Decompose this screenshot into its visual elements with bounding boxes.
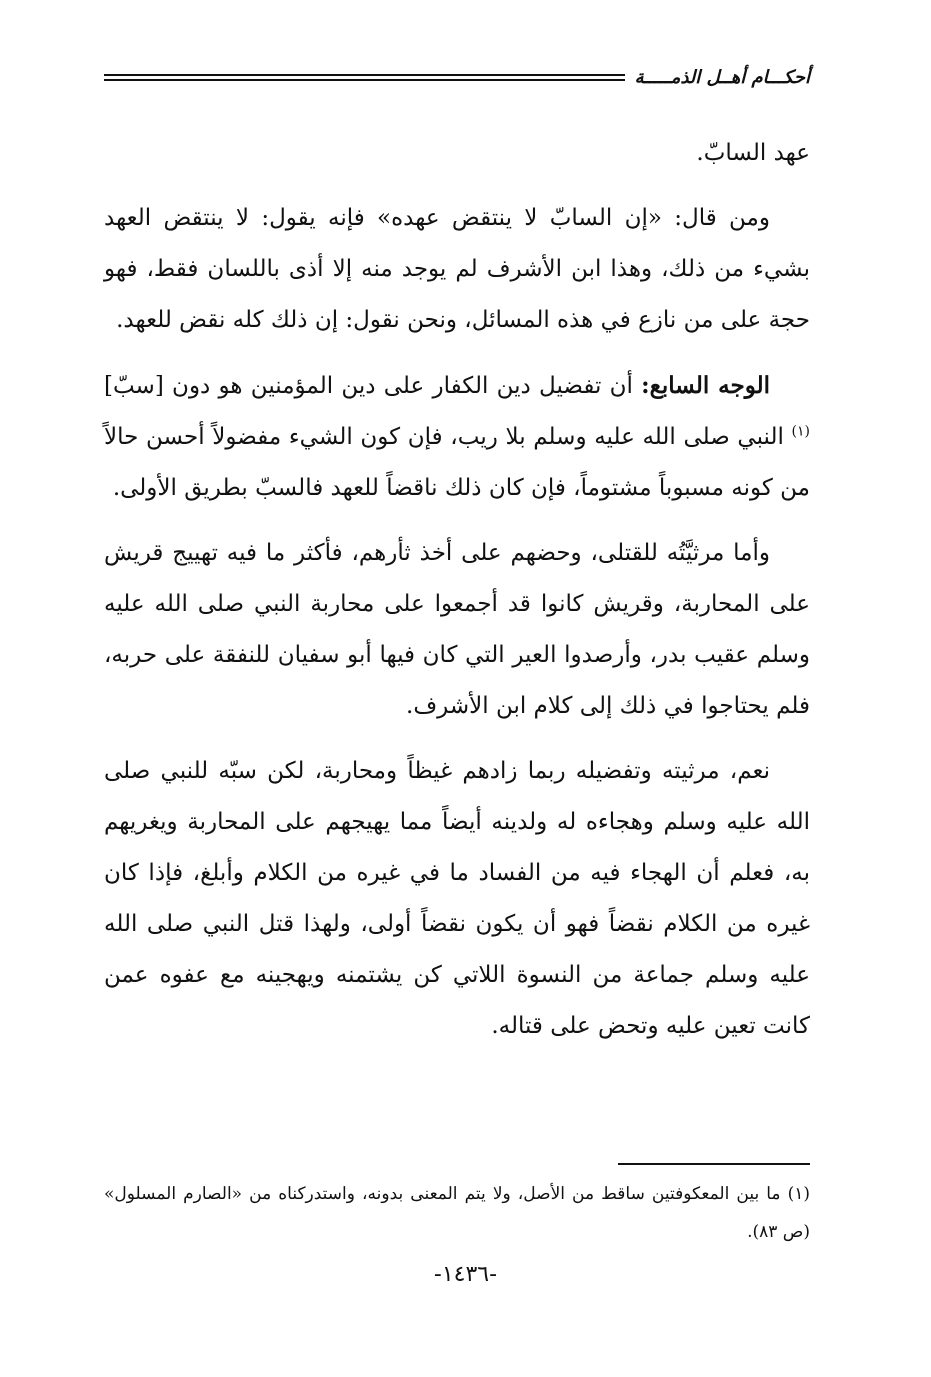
paragraph: نعم، مرثيته وتفضيله ربما زادهم غيظاً ومحاربة، لكن سبّه للنبي صلى الله عليه وسلم وهجاءه له ولدينه أيضاً مما يهيجهم على المحاربة ويغريهم به، فعلم أن الهجاء فيه من الفساد ما في غيره من الكلام وأبلغ، فإذا كان غيره من الكلام نقضاً فهو أن يكون نقضاً أولى، ولهذا قتل النبي صلى الله عليه وسلم جماعة من النسوة اللاتي كن يشتمنه ويهجينه مع عفوه عمن كانت تعين عليه وتحض على قتاله. xyxy=(104,758,810,1039)
footnote-reference[interactable]: (١) xyxy=(791,423,810,440)
running-header xyxy=(104,60,810,94)
paragraph: ومن قال: «إن السابّ لا ينتقض عهده» فإنه يقول: لا ينتقض العهد بشيء من ذلك، وهذا ابن الأشرف لم يوجد منه إلا أذى باللسان فقط، فهو حجة على من نازع في هذه المسائل، ونحن نقول: إن ذلك كله نقض للعهد. xyxy=(104,205,810,333)
paragraph-seventh-aspect xyxy=(104,360,810,514)
running-header-title: أحكـــام أهــل الذمـــــة xyxy=(634,66,810,88)
paragraph: وأما مرثيَّتُه للقتلى، وحضهم على أخذ ثأرهم، فأكثر ما فيه تهييج قريش على المحاربة، وقريش كانوا قد أجمعوا على محاربة النبي صلى الله عليه وسلم عقيب بدر، وأرصدوا العير التي كان فيها أبو سفيان للنفقة على حربه، فلم يحتاجوا في ذلك إلى كلام ابن الأشرف. xyxy=(104,540,810,719)
paragraph-continuation: عهد السابّ. xyxy=(696,140,810,166)
footnote: (١) ما بين المعكوفتين ساقط من الأصل، ولا يتم المعنى بدونه، واستدركناه من «الصارم المسلول» (ص ٨٣). xyxy=(104,1184,810,1242)
paragraph-text-part: أن تفضيل دين الكفار على دين المؤمنين هو دون [سبّ] xyxy=(104,373,642,399)
header-double-rule xyxy=(104,74,625,81)
footnote-separator xyxy=(618,1163,810,1165)
paragraph-text-part: النبي صلى الله عليه وسلم بلا ريب، فإن كون الشيء مفضولاً أحسن حالاً من كونه مسبوباً مشتوماً، فإن كان ذلك ناقضاً للعهد فالسبّ بطريق الأولى. xyxy=(104,424,810,501)
main-text xyxy=(104,128,810,1066)
paragraph-lead-heading: الوجه السابع: xyxy=(641,372,770,399)
page-number: -١٤٣٦- xyxy=(433,1262,498,1287)
